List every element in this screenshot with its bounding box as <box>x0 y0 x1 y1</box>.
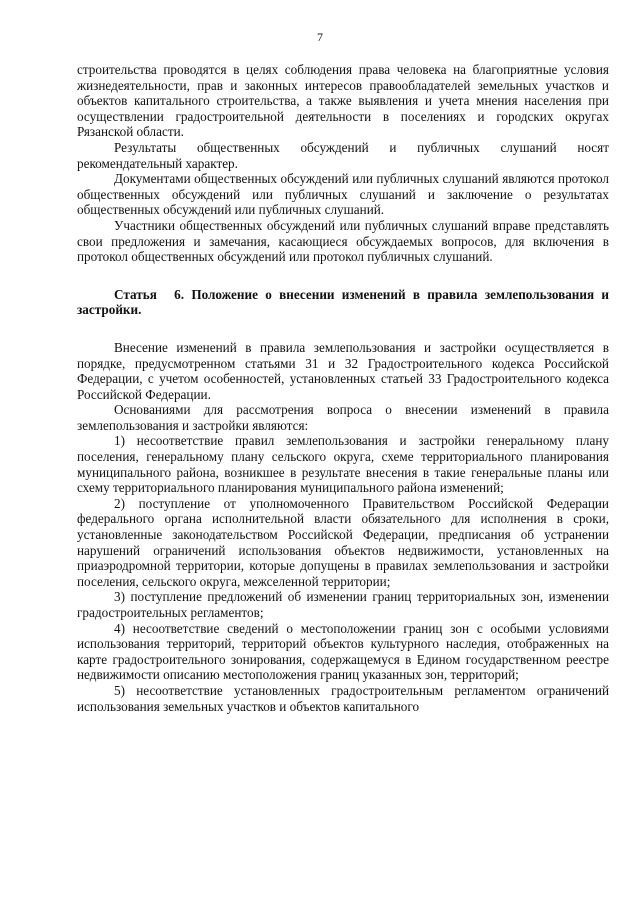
article-number: Статья 6. <box>114 286 185 302</box>
paragraph: Внесение изменений в правила землепользования и застройки осуществляется в порядке, предусмотренном статьями 31 и 32 Градостроительного кодекса Российской Федерации, с учетом особенностей, установленных статьей 33 Градостроительного кодекса Российской Федерации. <box>77 339 609 402</box>
page-number: 7 <box>317 30 323 44</box>
paragraph: строительства проводятся в целях соблюдения права человека на благоприятные условия жизнедеятельности, прав и законных интересов правообладателей земельных участков и объектов капитального строительства, а также выявления и учета мнения населения при осуществлении градостроительной деятельности в поселениях и городских округах Рязанской области. <box>77 62 609 140</box>
paragraph: Документами общественных обсуждений или публичных слушаний являются протокол общественных обсуждений или публичных слушаний и заключение о результатах общественных обсуждений или публичных слушаний. <box>77 171 609 218</box>
list-item: 3) поступление предложений об изменении границ территориальных зон, изменении градостроительных регламентов; <box>77 589 609 620</box>
paragraph: Результаты общественных обсуждений и публичных слушаний носят рекомендательный характер. <box>77 139 609 171</box>
list-item: 5) несоответствие установленных градостроительным регламентом ограничений использования земельных участков и объектов капитального <box>77 682 609 714</box>
article-heading <box>77 287 609 318</box>
document-body <box>77 62 609 714</box>
paragraph: Участники общественных обсуждений или публичных слушаний вправе представлять свои предложения и замечания, касающиеся обсуждаемых вопросов, для включения в протокол общественных обсуждений или протокол публичных слушаний. <box>77 217 609 265</box>
list-item: 4) несоответствие сведений о местоположении границ зон с особыми условиями использования территорий, территорий объектов культурного наследия, отображенных на карте градостроительного зонирования, содержащемуся в Едином государственном реестре недвижимости описанию местоположения границ указанных зон, территорий; <box>77 620 609 683</box>
list-item: 1) несоответствие правил землепользования и застройки генеральному плану поселения, генеральному плану сельского округа, схеме территориального планирования муниципального района, возникшее в результате внесения в такие генеральные планы или схему территориального планирования муниципального района изменений; <box>77 433 609 496</box>
article-title: Положение о внесении изменений в правила землепользования и застройки. <box>77 286 610 318</box>
list-item: 2) поступление от уполномоченного Правительством Российской Федерации федерального органа исполнительной власти обязательного для исполнения в сроки, установленные законодательством Российской Федерации, предписания об устранении нарушений ограничений использования объектов недвижимости, установленных на приаэродромной территории, которые допущены в правилах землепользования и застройки поселения, сельского округа, межселенной территории; <box>77 495 609 589</box>
paragraph: Основаниями для рассмотрения вопроса о внесении изменений в правила землепользования и застройки являются: <box>77 402 609 433</box>
